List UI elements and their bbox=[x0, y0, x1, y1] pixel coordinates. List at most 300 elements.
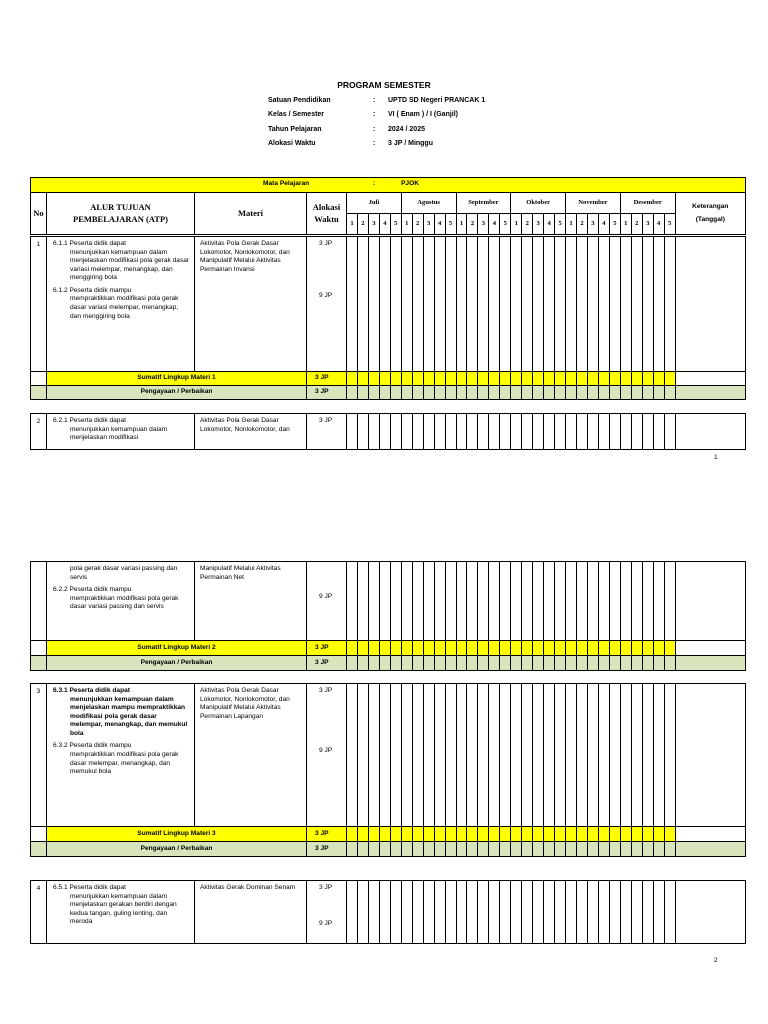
week-cell bbox=[401, 641, 412, 656]
week-cell bbox=[467, 842, 478, 857]
week-cell bbox=[500, 562, 511, 641]
info-colon: : bbox=[373, 140, 376, 147]
month-oktober: Oktober bbox=[511, 193, 566, 214]
week-cell bbox=[412, 842, 423, 857]
week-cell bbox=[577, 684, 588, 827]
week-cell bbox=[577, 656, 588, 671]
atp-item-text: mempraktikkan modifikasi pola gerak dasar melempar, menangkap, dan memukul bola bbox=[70, 750, 179, 776]
week-cell bbox=[368, 372, 379, 386]
week-cell bbox=[533, 827, 544, 842]
week-number: 3 bbox=[368, 214, 379, 235]
week-cell bbox=[401, 684, 412, 827]
week-cell bbox=[598, 562, 609, 641]
week-cell bbox=[544, 562, 555, 641]
week-cell bbox=[434, 414, 445, 450]
week-cell bbox=[598, 881, 609, 944]
week-number: 5 bbox=[664, 214, 675, 235]
week-cell bbox=[620, 656, 631, 671]
week-cell bbox=[664, 562, 675, 641]
keterangan-cell bbox=[675, 386, 745, 400]
week-cell bbox=[522, 372, 533, 386]
materi-cell: Manipulatif Melalui Aktivitas Permainan Net bbox=[195, 562, 307, 641]
keterangan-cell bbox=[675, 372, 745, 386]
keterangan-cell bbox=[675, 881, 745, 944]
month-juli: Juli bbox=[347, 193, 402, 214]
week-cell bbox=[368, 656, 379, 671]
week-cell bbox=[598, 237, 609, 372]
week-cell bbox=[555, 842, 566, 857]
sumatif-jp: 3 JP bbox=[307, 641, 347, 656]
page2-block-c bbox=[30, 880, 746, 944]
week-cell bbox=[478, 641, 489, 656]
week-cell bbox=[642, 562, 653, 641]
pengayaan-jp: 3 JP bbox=[307, 656, 347, 671]
week-cell bbox=[500, 237, 511, 372]
week-cell bbox=[620, 641, 631, 656]
week-cell bbox=[434, 372, 445, 386]
week-cell bbox=[555, 562, 566, 641]
month-november: November bbox=[566, 193, 621, 214]
week-cell bbox=[368, 881, 379, 944]
week-cell bbox=[423, 562, 434, 641]
week-cell bbox=[500, 656, 511, 671]
week-cell bbox=[357, 372, 368, 386]
sumatif-row-3 bbox=[31, 827, 746, 842]
week-cell bbox=[467, 237, 478, 372]
week-cell bbox=[511, 827, 522, 842]
week-number: 5 bbox=[609, 214, 620, 235]
week-cell bbox=[522, 386, 533, 400]
week-cell bbox=[390, 641, 401, 656]
week-cell bbox=[412, 641, 423, 656]
week-cell bbox=[434, 237, 445, 372]
week-cell bbox=[390, 684, 401, 827]
week-cell bbox=[489, 641, 500, 656]
week-cell bbox=[423, 827, 434, 842]
week-cell bbox=[456, 827, 467, 842]
week-cell bbox=[445, 562, 456, 641]
week-cell bbox=[379, 842, 390, 857]
keterangan-cell bbox=[675, 684, 745, 827]
week-cell bbox=[390, 414, 401, 450]
alokasi-value: 3 JP bbox=[319, 884, 333, 891]
semester-table-header bbox=[30, 177, 746, 235]
week-cell bbox=[620, 842, 631, 857]
week-number: 2 bbox=[577, 214, 588, 235]
week-cell bbox=[467, 372, 478, 386]
week-number: 3 bbox=[642, 214, 653, 235]
week-cell bbox=[478, 684, 489, 827]
week-cell bbox=[566, 414, 577, 450]
week-cell bbox=[500, 386, 511, 400]
week-cell bbox=[412, 237, 423, 372]
week-number: 1 bbox=[620, 214, 631, 235]
sumatif-label: Sumatif Lingkup Materi 1 bbox=[47, 372, 307, 386]
alokasi-cell bbox=[307, 237, 347, 372]
week-cell bbox=[347, 237, 358, 372]
week-cell bbox=[631, 386, 642, 400]
week-cell bbox=[566, 562, 577, 641]
week-cell bbox=[653, 842, 664, 857]
week-number: 2 bbox=[357, 214, 368, 235]
week-cell bbox=[544, 656, 555, 671]
week-cell bbox=[566, 237, 577, 372]
week-cell bbox=[566, 684, 577, 827]
week-cell bbox=[511, 881, 522, 944]
week-cell bbox=[412, 684, 423, 827]
week-cell bbox=[379, 656, 390, 671]
week-cell bbox=[555, 237, 566, 372]
week-cell bbox=[533, 414, 544, 450]
page-number: 2 bbox=[714, 957, 718, 964]
week-cell bbox=[555, 656, 566, 671]
week-cell bbox=[357, 881, 368, 944]
week-cell bbox=[434, 656, 445, 671]
week-cell bbox=[489, 881, 500, 944]
week-cell bbox=[511, 386, 522, 400]
week-cell bbox=[620, 881, 631, 944]
week-cell bbox=[445, 827, 456, 842]
week-cell bbox=[522, 414, 533, 450]
alokasi-value: 9 JP bbox=[319, 746, 333, 754]
week-cell bbox=[500, 881, 511, 944]
keterangan-cell bbox=[675, 641, 745, 656]
week-number: 1 bbox=[347, 214, 358, 235]
week-cell bbox=[631, 827, 642, 842]
week-cell bbox=[445, 684, 456, 827]
week-cell bbox=[445, 237, 456, 372]
week-cell bbox=[609, 414, 620, 450]
week-number: 2 bbox=[522, 214, 533, 235]
week-cell bbox=[664, 656, 675, 671]
week-cell bbox=[379, 562, 390, 641]
week-cell bbox=[456, 372, 467, 386]
week-cell bbox=[511, 237, 522, 372]
week-cell bbox=[379, 386, 390, 400]
week-cell bbox=[522, 881, 533, 944]
week-cell bbox=[456, 386, 467, 400]
week-cell bbox=[555, 684, 566, 827]
week-cell bbox=[347, 386, 358, 400]
week-cell bbox=[347, 414, 358, 450]
week-number: 4 bbox=[434, 214, 445, 235]
week-cell bbox=[566, 386, 577, 400]
week-number: 4 bbox=[598, 214, 609, 235]
week-cell bbox=[544, 842, 555, 857]
col-keterangan-header bbox=[675, 193, 745, 235]
alokasi-value: 9 JP bbox=[319, 593, 333, 600]
week-cell bbox=[511, 414, 522, 450]
week-cell bbox=[620, 237, 631, 372]
page-title: PROGRAM SEMESTER bbox=[337, 80, 431, 90]
week-cell bbox=[566, 842, 577, 857]
week-cell bbox=[598, 656, 609, 671]
week-cell bbox=[445, 372, 456, 386]
week-cell bbox=[489, 414, 500, 450]
week-cell bbox=[347, 881, 358, 944]
week-cell bbox=[587, 684, 598, 827]
week-cell bbox=[390, 372, 401, 386]
week-number: 4 bbox=[489, 214, 500, 235]
atp-row-2-cont bbox=[31, 562, 746, 641]
week-cell bbox=[434, 881, 445, 944]
sumatif-jp: 3 JP bbox=[307, 372, 347, 386]
week-cell bbox=[664, 386, 675, 400]
week-cell bbox=[478, 386, 489, 400]
week-cell bbox=[412, 827, 423, 842]
week-cell bbox=[357, 842, 368, 857]
week-cell bbox=[423, 881, 434, 944]
week-cell bbox=[642, 881, 653, 944]
materi-cell: Aktivitas Pola Gerak Dasar Lokomotor, Nonlokomotor, dan Manipulatif Melalui Aktivitas Permainan Invansi bbox=[195, 237, 307, 372]
alokasi-cell bbox=[307, 881, 347, 944]
week-cell bbox=[653, 562, 664, 641]
week-cell bbox=[577, 372, 588, 386]
week-cell bbox=[401, 237, 412, 372]
week-cell bbox=[577, 562, 588, 641]
atp-item-text: menunjukkan kemampuan dalam menjelaskan gerakan berdiri dengan kedua tangan, guling lenting, dan meroda bbox=[70, 892, 177, 926]
week-cell bbox=[544, 641, 555, 656]
week-cell bbox=[456, 641, 467, 656]
week-cell bbox=[456, 656, 467, 671]
week-number: 3 bbox=[533, 214, 544, 235]
week-cell bbox=[533, 656, 544, 671]
alokasi-cell bbox=[307, 562, 347, 641]
sumatif-row-1 bbox=[31, 372, 746, 386]
week-cell bbox=[489, 562, 500, 641]
week-cell bbox=[357, 656, 368, 671]
week-cell bbox=[357, 827, 368, 842]
atp-cell bbox=[47, 414, 195, 450]
week-cell bbox=[664, 237, 675, 372]
week-number: 1 bbox=[456, 214, 467, 235]
week-cell bbox=[347, 641, 358, 656]
week-cell bbox=[631, 562, 642, 641]
week-cell bbox=[609, 827, 620, 842]
info-label-tahun: Tahun Pelajaran bbox=[268, 126, 322, 133]
week-cell bbox=[631, 641, 642, 656]
keterangan-label: Keterangan bbox=[692, 202, 729, 210]
week-cell bbox=[653, 684, 664, 827]
week-cell bbox=[642, 842, 653, 857]
week-cell bbox=[423, 684, 434, 827]
week-cell bbox=[631, 684, 642, 827]
week-cell bbox=[500, 684, 511, 827]
week-cell bbox=[456, 684, 467, 827]
week-cell bbox=[478, 237, 489, 372]
sumatif-jp: 3 JP bbox=[307, 827, 347, 842]
page1-row2 bbox=[30, 413, 746, 450]
atp-item-head: 6.5.1 Peserta didik dapat bbox=[53, 884, 126, 891]
week-cell bbox=[642, 641, 653, 656]
week-cell bbox=[379, 684, 390, 827]
week-cell bbox=[390, 656, 401, 671]
week-cell bbox=[401, 414, 412, 450]
week-cell bbox=[390, 237, 401, 372]
week-cell bbox=[511, 684, 522, 827]
week-cell bbox=[456, 414, 467, 450]
week-cell bbox=[368, 414, 379, 450]
week-cell bbox=[445, 641, 456, 656]
atp-item-text: mempraktikkan modifikasi pola gerak dasar variasi melempar, menangkap, dan menggiring bola bbox=[70, 295, 179, 320]
week-cell bbox=[653, 656, 664, 671]
page-number: 1 bbox=[714, 454, 718, 461]
week-cell bbox=[653, 372, 664, 386]
week-cell bbox=[631, 881, 642, 944]
week-cell bbox=[609, 656, 620, 671]
week-cell bbox=[423, 414, 434, 450]
week-cell bbox=[653, 641, 664, 656]
week-cell bbox=[631, 237, 642, 372]
atp-cell bbox=[47, 881, 195, 944]
keterangan-cell bbox=[675, 656, 745, 671]
row-number: 3 bbox=[31, 684, 47, 827]
week-cell bbox=[620, 386, 631, 400]
mata-pelajaran-colon: : bbox=[373, 180, 376, 187]
week-cell bbox=[500, 414, 511, 450]
week-cell bbox=[379, 237, 390, 372]
week-cell bbox=[445, 842, 456, 857]
week-cell bbox=[390, 562, 401, 641]
week-cell bbox=[500, 842, 511, 857]
week-cell bbox=[401, 656, 412, 671]
week-cell bbox=[533, 562, 544, 641]
mata-pelajaran-row bbox=[31, 178, 746, 193]
week-cell bbox=[642, 827, 653, 842]
week-cell bbox=[544, 386, 555, 400]
week-cell bbox=[566, 827, 577, 842]
week-cell bbox=[533, 842, 544, 857]
week-cell bbox=[489, 237, 500, 372]
week-cell bbox=[642, 372, 653, 386]
pengayaan-row-1 bbox=[31, 386, 746, 400]
week-cell bbox=[664, 842, 675, 857]
week-cell bbox=[544, 372, 555, 386]
week-cell bbox=[478, 414, 489, 450]
week-cell bbox=[390, 827, 401, 842]
week-cell bbox=[401, 827, 412, 842]
week-cell bbox=[609, 562, 620, 641]
info-label-satuan: Satuan Pendidikan bbox=[268, 97, 331, 104]
materi-cell: Aktivitas Pola Gerak Dasar Lokomotor, Nonlokomotor, dan Manipulatif Melalui Aktivitas Permainan Lapangan bbox=[195, 684, 307, 827]
week-number: 1 bbox=[401, 214, 412, 235]
header-grid bbox=[30, 177, 746, 235]
week-cell bbox=[587, 842, 598, 857]
week-cell bbox=[555, 641, 566, 656]
materi-cell: Aktivitas Gerak Dominan Senam bbox=[195, 881, 307, 944]
week-cell bbox=[631, 656, 642, 671]
week-number: 3 bbox=[587, 214, 598, 235]
keterangan-sub: (Tanggal) bbox=[695, 215, 725, 223]
week-cell bbox=[379, 881, 390, 944]
week-cell bbox=[653, 881, 664, 944]
week-cell bbox=[347, 684, 358, 827]
alokasi-value: 3 JP bbox=[319, 417, 333, 424]
week-cell bbox=[544, 414, 555, 450]
week-cell bbox=[566, 881, 577, 944]
week-cell bbox=[642, 656, 653, 671]
info-value-kelas: VI ( Enam ) / I (Ganjil) bbox=[388, 111, 459, 118]
week-cell bbox=[368, 684, 379, 827]
mata-pelajaran-value: PJOK bbox=[401, 180, 419, 187]
week-cell bbox=[379, 414, 390, 450]
week-cell bbox=[631, 842, 642, 857]
week-cell bbox=[577, 386, 588, 400]
keterangan-cell bbox=[675, 237, 745, 372]
week-cell bbox=[423, 386, 434, 400]
week-cell bbox=[434, 386, 445, 400]
week-cell bbox=[379, 372, 390, 386]
week-cell bbox=[489, 656, 500, 671]
week-cell bbox=[478, 562, 489, 641]
week-cell bbox=[544, 237, 555, 372]
week-cell bbox=[598, 684, 609, 827]
week-cell bbox=[577, 827, 588, 842]
week-cell bbox=[642, 237, 653, 372]
week-cell bbox=[412, 386, 423, 400]
week-cell bbox=[412, 656, 423, 671]
week-cell bbox=[357, 641, 368, 656]
week-cell bbox=[423, 372, 434, 386]
info-colon: : bbox=[373, 97, 376, 104]
week-cell bbox=[587, 562, 598, 641]
week-cell bbox=[368, 641, 379, 656]
week-number: 5 bbox=[500, 214, 511, 235]
week-cell bbox=[379, 641, 390, 656]
week-cell bbox=[609, 237, 620, 372]
row-number: 2 bbox=[31, 414, 47, 450]
week-cell bbox=[609, 386, 620, 400]
week-cell bbox=[544, 684, 555, 827]
pengayaan-row-3 bbox=[31, 842, 746, 857]
week-cell bbox=[609, 684, 620, 827]
week-cell bbox=[423, 656, 434, 671]
week-cell bbox=[631, 414, 642, 450]
week-cell bbox=[500, 827, 511, 842]
week-cell bbox=[664, 684, 675, 827]
week-cell bbox=[587, 237, 598, 372]
info-value-tahun: 2024 / 2025 bbox=[388, 126, 425, 133]
atp-item-text: menunjukkan kemampuan dalam menjelaskan modifikasi bbox=[70, 425, 168, 442]
week-cell bbox=[555, 881, 566, 944]
week-cell bbox=[587, 881, 598, 944]
week-cell bbox=[368, 237, 379, 372]
atp-row-2-start bbox=[31, 414, 746, 450]
week-cell bbox=[347, 562, 358, 641]
month-desember: Desember bbox=[620, 193, 675, 214]
week-cell bbox=[412, 881, 423, 944]
week-cell bbox=[664, 881, 675, 944]
week-cell bbox=[434, 684, 445, 827]
week-cell bbox=[664, 414, 675, 450]
atp-row-4 bbox=[31, 881, 746, 944]
week-cell bbox=[467, 386, 478, 400]
week-cell bbox=[467, 414, 478, 450]
week-cell bbox=[522, 237, 533, 372]
row-number: 1 bbox=[31, 237, 47, 372]
row-number: 4 bbox=[31, 881, 47, 944]
week-cell bbox=[489, 386, 500, 400]
alokasi-value: 3 JP bbox=[319, 687, 333, 694]
week-cell bbox=[368, 842, 379, 857]
week-cell bbox=[587, 656, 598, 671]
week-cell bbox=[467, 656, 478, 671]
atp-item-head: 6.2.1 Peserta didik dapat bbox=[53, 417, 126, 424]
week-cell bbox=[577, 641, 588, 656]
week-cell bbox=[533, 684, 544, 827]
atp-item-head: 6.3.1 Peserta didik dapat bbox=[53, 687, 130, 694]
week-cell bbox=[456, 562, 467, 641]
